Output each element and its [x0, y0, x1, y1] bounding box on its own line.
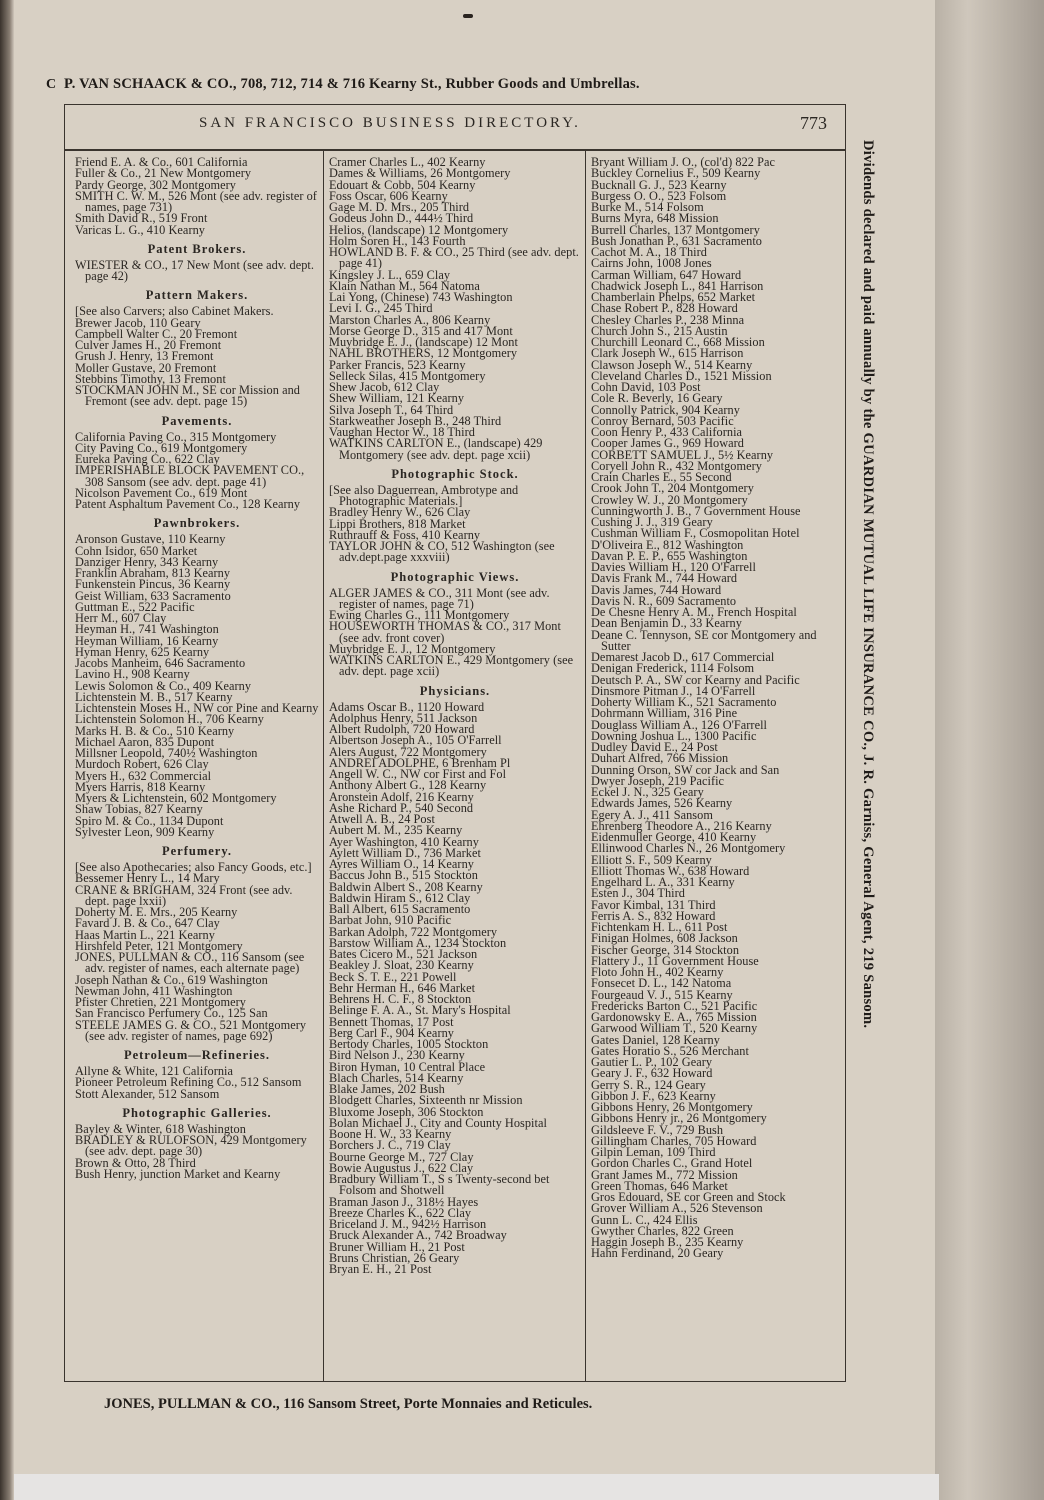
top-advertisement-letter: C	[46, 77, 57, 92]
bottom-advertisement: JONES, PULLMAN & CO., 116 Sansom Street, Porte Monnaies and Reticules.	[104, 1396, 593, 1412]
directory-entry: Cushing J. J., 319 Geary	[591, 515, 713, 529]
directory-entry: Buckley Cornelius F., 509 Kearny	[591, 166, 761, 181]
directory-entry: California Paving Co., 315 Montgomery	[75, 429, 277, 444]
directory-entry: Gwyther Charles, 822 Green	[591, 1223, 734, 1238]
directory-entry: Ruthrauff & Foss, 410 Kearny	[329, 527, 481, 542]
directory-entry: Foss Oscar, 606 Kearny	[329, 188, 448, 203]
directory-entry: Barbat John, 910 Pacific	[329, 913, 452, 928]
page-bottom-margin	[14, 1474, 939, 1500]
directory-entry: Bolan Michael J., City and County Hospital	[329, 1115, 547, 1130]
directory-entry: Bryant William J. O., (col'd) 822 Pac	[591, 157, 776, 169]
directory-entry: Heyman William, 16 Kearny	[75, 633, 219, 648]
directory-entry: Brown & Otto, 28 Third	[75, 1155, 196, 1170]
directory-entry: Favor Kimbal, 131 Third	[591, 897, 716, 912]
directory-entry: D'Oliveira E., 812 Washington	[591, 537, 744, 552]
directory-entry: Starkweather Joseph B., 248 Third	[329, 413, 502, 428]
directory-entry: Belinge F. A. A., St. Mary's Hospital	[329, 1003, 511, 1018]
directory-entry: Pfister Chretien, 221 Montgomery	[75, 995, 246, 1009]
directory-entry: Gates Daniel, 128 Kearny	[591, 1032, 720, 1047]
directory-entry: Fichtenkam H. L., 611 Post	[591, 920, 728, 934]
directory-entry: Elliott S. F., 509 Kearny	[591, 852, 712, 867]
directory-entry: Lippi Brothers, 818 Market	[329, 516, 466, 531]
directory-entry: Fredericks Barton C., 521 Pacific	[591, 998, 758, 1013]
directory-entry: Bruner William H., 21 Post	[329, 1239, 465, 1254]
directory-entry: Spiro M. & Co., 1134 Dupont	[75, 813, 224, 828]
directory-entry: WIESTER & CO., 17 New Mont (see adv. dept. page 42)	[75, 257, 315, 283]
directory-entry: Joseph Nathan & Co., 619 Washington	[75, 972, 268, 987]
directory-entry: Blake James, 202 Bush	[329, 1082, 445, 1096]
directory-entry: Borchers J. C., 719 Clay	[329, 1138, 451, 1153]
directory-entry: BRADLEY & RULOFSON, 429 Montgomery (see adv. dept. page 30)	[75, 1133, 307, 1159]
directory-entry: Elliott Thomas W., 638 Howard	[591, 863, 750, 878]
directory-entry: Davan P. E. P., 655 Washington	[591, 548, 748, 563]
directory-entry: Burke M., 514 Folsom	[591, 200, 704, 214]
directory-entry: JONES, PULLMAN & CO., 116 Sansom (see adv. register of names, each alternate page)	[75, 950, 305, 976]
directory-entry: Breeze Charles K., 622 Clay	[329, 1205, 472, 1220]
directory-entry: Newman John, 411 Washington	[75, 983, 233, 998]
side-advertisement	[853, 140, 881, 1320]
directory-entry: Cohn David, 103 Post	[591, 380, 701, 394]
directory-entry: Allyne & White, 121 California	[75, 1064, 234, 1078]
directory-entry: Gros Edouard, SE cor Green and Stock	[591, 1190, 786, 1204]
directory-entry: Dames & Williams, 26 Montgomery	[329, 166, 511, 181]
directory-entry: STOCKMAN JOHN M., SE cor Mission and Fremont (see adv. dept. page 15)	[75, 383, 300, 409]
directory-entry: Klain Nathan M., 564 Natoma	[329, 278, 480, 293]
directory-entry: Ferris A. S., 832 Howard	[591, 908, 716, 923]
category-note: [See also Apothecaries; also Fancy Goods, etc.]	[75, 860, 312, 874]
directory-entry: Bucknall G. J., 523 Kearny	[591, 177, 727, 192]
directory-entry: Davis N. R., 609 Sacramento	[591, 593, 737, 608]
directory-entry: Cachot M. A., 18 Third	[591, 245, 707, 259]
page-number: 773	[800, 113, 827, 133]
directory-entry: Michael Aaron, 835 Dupont	[75, 734, 215, 749]
directory-entry: Gillingham Charles, 705 Howard	[591, 1133, 757, 1148]
directory-title: SAN FRANCISCO BUSINESS DIRECTORY.	[199, 115, 581, 131]
directory-entry: Lewis Solomon & Co., 409 Kearny	[75, 678, 252, 693]
category-note: [See also Carvers; also Cabinet Makers.	[75, 304, 274, 319]
directory-entry: Patent Asphaltum Pavement Co., 128 Kearny	[75, 497, 301, 511]
directory-column-2	[329, 157, 581, 1381]
directory-entry: Dudley David E., 24 Post	[591, 740, 718, 754]
directory-entry: Gates Horatio S., 526 Merchant	[591, 1043, 749, 1058]
directory-entry: Stebbins Timothy, 13 Fremont	[75, 371, 226, 386]
category-heading: Photographic Galleries.	[122, 1105, 272, 1120]
directory-entry: NAHL BROTHERS, 12 Montgomery	[329, 346, 518, 361]
directory-entry: Nicolson Pavement Co., 619 Mont	[75, 485, 248, 500]
directory-entry: Aronstein Adolf, 216 Kearny	[329, 789, 474, 804]
directory-entry: Murdoch Robert, 626 Clay	[75, 757, 209, 772]
directory-entry: Denigan Frederick, 1114 Folsom	[591, 661, 755, 676]
directory-entry: Bruns Christian, 26 Geary	[329, 1250, 460, 1265]
directory-entry: Herr M., 607 Clay	[75, 611, 167, 625]
directory-entry: Marks H. B. & Co., 510 Kearny	[75, 723, 235, 738]
directory-entry: Barkan Adolph, 722 Montgomery	[329, 924, 498, 939]
directory-entry: Franklin Abraham, 813 Kearny	[75, 566, 231, 580]
directory-entry: Floto John H., 402 Kearny	[591, 965, 724, 979]
directory-entry: Aronson Gustave, 110 Kearny	[75, 532, 226, 547]
directory-entry: Hirshfeld Peter, 121 Montgomery	[75, 938, 243, 953]
directory-entry: Blodgett Charles, Sixteenth nr Mission	[329, 1093, 523, 1108]
category-heading: Photographic Stock.	[391, 466, 519, 481]
directory-entry: Albertson Joseph A., 105 O'Farrell	[329, 733, 502, 748]
directory-entry: Campbell Walter C., 20 Fremont	[75, 326, 238, 341]
directory-entry: Eureka Paving Co., 622 Clay	[75, 452, 220, 466]
directory-entry: Gage M. D. Mrs., 205 Third	[329, 200, 470, 214]
directory-entry: Bradley Henry W., 626 Clay	[329, 505, 471, 520]
directory-entry: Fischer George, 314 Stockton	[591, 942, 740, 957]
directory-entry: Bush Henry, junction Market and Kearny	[75, 1166, 281, 1181]
directory-entry: STEELE JAMES G. & CO., 521 Montgomery (see adv. register of names, page 692)	[75, 1017, 307, 1043]
column-divider	[323, 149, 324, 1381]
directory-entry: Berg Carl F., 904 Kearny	[329, 1025, 454, 1040]
directory-entry: Hyman Henry, 625 Kearny	[75, 644, 210, 659]
directory-entry: Coryell John R., 432 Montgomery	[591, 458, 762, 473]
binding-hole	[463, 14, 473, 18]
directory-entry: Albert Rudolph, 720 Howard	[329, 722, 475, 736]
directory-entry: Crowley W. J., 20 Montgomery	[591, 492, 748, 507]
directory-entry: Baccus John B., 515 Stockton	[329, 868, 478, 883]
directory-entry: Dwyer Joseph, 219 Pacific	[591, 773, 725, 788]
directory-entry: ANDREI ADOLPHE, 6 Brenham Pl	[329, 755, 511, 770]
directory-entry: Bertody Charles, 1005 Stockton	[329, 1037, 489, 1051]
directory-entry: Vaughan Hector W., 18 Third	[329, 425, 475, 439]
directory-entry: Cooper James G., 969 Howard	[591, 436, 744, 451]
directory-entry: Lichtenstein Moses H., NW cor Pine and Kearny	[75, 701, 319, 715]
directory-entry: Briceland J. M., 942½ Harrison	[329, 1217, 487, 1231]
directory-entry: Behr Herman H., 646 Market	[329, 980, 476, 995]
directory-entry: Burgess O. O., 523 Folsom	[591, 188, 727, 203]
book-spine-edge	[0, 0, 14, 1500]
side-advertisement-text: Dividends declared and paid annually by the GUARDIAN MUTUAL LIFE INSURANCE CO., J. R. Garniss, General Agent, 219 Sansom.	[860, 140, 876, 1029]
directory-entry: Dunning Orson, SW cor Jack and San	[591, 762, 780, 777]
directory-entry: Kingsley J. L., 659 Clay	[329, 267, 451, 282]
directory-entry: Ellinwood Charles N., 26 Montgomery	[591, 841, 786, 856]
directory-entry: Deane C. Tennyson, SE cor Montgomery and Sutter	[591, 627, 817, 653]
directory-entry: Favard J. B. & Co., 647 Clay	[75, 916, 220, 931]
directory-entry: Conroy Bernard, 503 Pacific	[591, 413, 734, 428]
directory-entry: Chase Robert P., 828 Howard	[591, 301, 738, 316]
directory-entry: Biron Hyman, 10 Central Place	[329, 1059, 486, 1074]
directory-entry: Bayley & Winter, 618 Washington	[75, 1121, 246, 1136]
directory-entry: Selleck Silas, 415 Montgomery	[329, 368, 486, 383]
directory-entry: Flattery J., 11 Government House	[591, 953, 759, 968]
directory-entry: Douglass William A., 126 O'Farrell	[591, 717, 768, 732]
directory-entry: Bird Nelson J., 230 Kearny	[329, 1048, 465, 1063]
directory-entry: Aylett William D., 736 Market	[329, 845, 481, 860]
directory-entry: Eidenmuller George, 410 Kearny	[591, 830, 757, 844]
directory-entry: Gautier L. P., 102 Geary	[591, 1055, 713, 1069]
directory-entry: Behrens H. C. F., 8 Stockton	[329, 992, 472, 1006]
directory-entry: Doherty William K., 521 Sacramento	[591, 695, 777, 709]
directory-entry: ALGER JAMES & CO., 311 Mont (see adv. register of names, page 71)	[329, 585, 550, 611]
directory-entry: Connolly Patrick, 904 Kearny	[591, 402, 740, 417]
directory-entry: Barstow William A., 1234 Stockton	[329, 935, 507, 950]
directory-entry: Ashe Richard P., 540 Second	[329, 800, 474, 815]
directory-entry: Funkenstein Pincus, 36 Kearny	[75, 577, 231, 592]
category-heading: Pattern Makers.	[145, 288, 249, 303]
directory-entry: HOUSEWORTH THOMAS & CO., 317 Mont (see adv. front cover)	[329, 619, 561, 645]
directory-entry: Lichtenstein Solomon H., 706 Kearny	[75, 712, 264, 727]
directory-entry: Silva Joseph T., 64 Third	[329, 402, 454, 417]
directory-column-3	[591, 157, 839, 1381]
directory-entry: Myers & Lichtenstein, 602 Montgomery	[75, 791, 277, 805]
directory-entry: Ewing Charles G., 111 Montgomery	[329, 608, 510, 622]
directory-entry: Friend E. A. & Co., 601 California	[75, 157, 248, 169]
directory-entry: Clawson Joseph W., 514 Kearny	[591, 357, 753, 372]
directory-entry: Egery A. J., 411 Sansom	[591, 807, 713, 822]
directory-entry: Garwood William T., 520 Kearny	[591, 1021, 758, 1036]
column-divider	[585, 149, 586, 1381]
directory-entry: Helios, (landscape) 12 Montgomery	[329, 222, 509, 237]
directory-entry: Fonsecet D. L., 142 Natoma	[591, 976, 732, 991]
directory-entry: Hahn Ferdinand, 20 Geary	[591, 1246, 724, 1261]
directory-entry: Boone H. W., 33 Kearny	[329, 1127, 452, 1141]
directory-entry: HOWLAND B. F. & CO., 25 Third (see adv. dept. page 41)	[329, 245, 579, 271]
directory-entry: Millsner Leopold, 740½ Washington	[75, 746, 258, 760]
directory-entry: Eckel J. N., 325 Geary	[591, 785, 704, 799]
top-advertisement-text: P. VAN SCHAACK & CO., 708, 712, 714 & 716 Kearny St., Rubber Goods and Umbrellas.	[63, 76, 640, 92]
directory-entry: Alers August, 722 Montgomery	[329, 744, 487, 759]
directory-entry: Stott Alexander, 512 Sansom	[75, 1086, 220, 1101]
directory-entry: Engelhard L. A., 331 Kearny	[591, 875, 735, 889]
directory-entry: Bennett Thomas, 17 Post	[329, 1014, 454, 1029]
directory-entry: Lavino H., 908 Kearny	[75, 667, 190, 682]
directory-entry: Baldwin Albert S., 208 Kearny	[329, 879, 483, 894]
directory-entry: Heyman H., 741 Washington	[75, 622, 219, 637]
directory-entry: Finigan Holmes, 608 Jackson	[591, 931, 738, 946]
directory-entry: Cairns John, 1008 Jones	[591, 256, 712, 271]
directory-entry: WATKINS CARLTON E., (landscape) 429 Montgomery (see adv. dept. page xcii)	[329, 436, 543, 462]
directory-entry: Bates Cicero M., 521 Jackson	[329, 947, 478, 961]
directory-entry: Geary J. F., 632 Howard	[591, 1066, 713, 1081]
directory-entry: CRANE & BRIGHAM, 324 Front (see adv. dept. page lxxii)	[75, 882, 293, 908]
directory-entry: Smith David R., 519 Front	[75, 211, 208, 226]
directory-entry: Chamberlain Phelps, 652 Market	[591, 290, 756, 304]
directory-entry: Cramer Charles L., 402 Kearny	[329, 157, 486, 169]
directory-entry: Shaw Tobias, 827 Kearny	[75, 802, 203, 817]
directory-entry: Myers H., 632 Commercial	[75, 768, 212, 783]
directory-entry: Ayres William O., 14 Kearny	[329, 857, 474, 871]
directory-entry: Brewer Jacob, 110 Geary	[75, 315, 201, 330]
category-heading: Perfumery.	[161, 844, 233, 858]
directory-entry: Adams Oscar B., 1120 Howard	[329, 699, 485, 714]
directory-entry: Morse George D., 315 and 417 Mont	[329, 323, 513, 338]
directory-entry: Cushman William F., Cosmopolitan Hotel	[591, 526, 800, 541]
top-advertisement	[46, 76, 876, 93]
directory-entry: Angell W. C., NW cor First and Fol	[329, 767, 507, 781]
directory-entry: Bourne George M., 727 Clay	[329, 1149, 474, 1164]
directory-entry: Deutsch P. A., SW cor Kearny and Pacific	[591, 672, 800, 687]
directory-entry: Parker Francis, 523 Kearny	[329, 357, 466, 372]
directory-entry: Geist William, 633 Sacramento	[75, 588, 231, 603]
directory-entry: Blach Charles, 514 Kearny	[329, 1070, 464, 1085]
directory-entry: Adolphus Henry, 511 Jackson	[329, 710, 478, 725]
directory-entry: WATKINS CARLTON E., 429 Montgomery (see adv. dept. page xcii)	[329, 653, 574, 679]
directory-entry: Gerry S. R., 124 Geary	[591, 1077, 706, 1092]
directory-entry: Davis Frank M., 744 Howard	[591, 571, 738, 586]
directory-frame	[64, 104, 846, 1382]
directory-entry: Cole R. Beverly, 16 Geary	[591, 391, 723, 406]
directory-entry: Church John S., 215 Austin	[591, 323, 728, 338]
directory-entry: Sylvester Leon, 909 Kearny	[75, 824, 215, 839]
directory-entry: Beakley J. Sloat, 230 Kearny	[329, 958, 474, 973]
category-heading: Photographic Views.	[390, 569, 520, 584]
directory-entry: Duhart Alfred, 766 Mission	[591, 751, 729, 766]
directory-entry: Burrell Charles, 137 Montgomery	[591, 222, 760, 237]
directory-entry: Haggin Joseph B., 235 Kearny	[591, 1235, 744, 1249]
category-heading: Patent Brokers.	[147, 241, 247, 256]
directory-entry: Gilpin Leman, 109 Third	[591, 1145, 716, 1159]
directory-entry: Ayer Washington, 410 Kearny	[329, 834, 479, 849]
directory-column-1	[75, 157, 319, 1381]
directory-entry: Culver James H., 20 Fremont	[75, 338, 222, 352]
directory-entry: Demarest Jacob D., 617 Commercial	[591, 650, 775, 664]
directory-entry: Bruck Alexander A., 742 Broadway	[329, 1228, 507, 1243]
directory-entry: Burns Myra, 648 Mission	[591, 211, 719, 226]
category-heading: Pawnbrokers.	[153, 516, 241, 531]
directory-entry: Cohn Isidor, 650 Market	[75, 543, 198, 558]
directory-entry: De Chesne Henry A. M., French Hospital	[591, 605, 797, 619]
directory-entry: Crook John T., 204 Montgomery	[591, 481, 754, 496]
directory-entry: Downing Joshua L., 1300 Pacific	[591, 728, 757, 743]
directory-entry: Crain Charles E., 55 Second	[591, 470, 732, 484]
directory-entry: Doherty M. E. Mrs., 205 Kearny	[75, 905, 238, 919]
directory-entry: Pioneer Petroleum Refining Co., 512 Sansom	[75, 1075, 302, 1090]
category-heading: Physicians.	[419, 683, 491, 698]
directory-entry: Gibbons Henry jr., 26 Montgomery	[591, 1111, 767, 1126]
directory-entry: Chesley Charles P., 238 Minna	[591, 312, 745, 327]
directory-entry: San Francisco Perfumery Co., 125 San	[75, 1006, 268, 1021]
directory-entry: Lichtenstein M. B., 517 Kearny	[75, 689, 233, 704]
page-block-edge	[935, 0, 1044, 1500]
directory-entry: Gunn L. C., 424 Ellis	[591, 1212, 698, 1227]
directory-entry: Green Thomas, 646 Market	[591, 1178, 728, 1193]
directory-entry: Shew Jacob, 612 Clay	[329, 380, 440, 394]
directory-entry: Dinsmore Pitman J., 14 O'Farrell	[591, 683, 756, 698]
directory-entry: Chadwick Joseph L., 841 Harrison	[591, 278, 764, 293]
directory-entry: Ball Albert, 615 Sacramento	[329, 902, 471, 916]
directory-entry: Gibbons Henry, 26 Montgomery	[591, 1100, 753, 1114]
directory-entry: SMITH C. W. M., 526 Mont (see adv. register of names, page 731)	[75, 188, 317, 214]
directory-entry: Bessemer Henry L., 14 Mary	[75, 871, 220, 886]
directory-entry: Muybridge E. J., 12 Montgomery	[329, 641, 496, 656]
directory-entry: Shew William, 121 Kearny	[329, 391, 465, 406]
directory-entry: Aubert M. M., 235 Kearny	[329, 823, 463, 838]
directory-entry: Braman Jason J., 318½ Hayes	[329, 1194, 479, 1209]
directory-entry: Churchill Leonard C., 668 Mission	[591, 335, 765, 349]
directory-entry: Grant James M., 772 Mission	[591, 1167, 738, 1182]
directory-entry: Beck S. T. E., 221 Powell	[329, 969, 457, 984]
directory-entry: Gildsleeve F. V., 729 Bush	[591, 1122, 724, 1137]
directory-entry: Gordon Charles C., Grand Hotel	[591, 1156, 753, 1171]
directory-entry: Ehrenberg Theodore A., 216 Kearny	[591, 818, 772, 833]
directory-entry: Davis James, 744 Howard	[591, 582, 722, 597]
directory-entry: Danziger Henry, 343 Kearny	[75, 554, 219, 569]
directory-entry: TAYLOR JOHN & CO, 512 Washington (see adv.dept.page xxxviii)	[329, 539, 555, 565]
directory-entry: Esten J., 304 Third	[591, 886, 685, 901]
directory-entry: Davies William H., 120 O'Farrell	[591, 560, 756, 574]
page-header	[65, 105, 845, 151]
directory-entry: Coon Henry P., 433 California	[591, 425, 743, 439]
directory-entry: Moller Gustave, 20 Fremont	[75, 360, 217, 375]
category-note: [See also Daguerrean, Ambrotype and Photographic Materials.]	[329, 482, 519, 508]
directory-entry: Pardy George, 302 Montgomery	[75, 177, 237, 192]
directory-entry: Edouart & Cobb, 504 Kearny	[329, 177, 476, 192]
directory-entry: Bowie Augustus J., 622 Clay	[329, 1160, 474, 1175]
directory-entry: City Paving Co., 619 Montgomery	[75, 440, 248, 455]
directory-entry: Varicas L. G., 410 Kearny	[75, 222, 205, 237]
directory-entry: Dohrmann William, 316 Pine	[591, 706, 738, 721]
directory-entry: Grover William A., 526 Stevenson	[591, 1201, 763, 1216]
directory-entry: Jacobs Manheim, 646 Sacramento	[75, 656, 246, 670]
directory-entry: Holm Soren H., 143 Fourth	[329, 233, 466, 248]
directory-entry: Marston Charles A., 806 Kearny	[329, 312, 491, 327]
directory-entry: Guttman E., 522 Pacific	[75, 599, 195, 614]
directory-entry: Grush J. Henry, 13 Fremont	[75, 349, 214, 364]
directory-entry: Clark Joseph W., 615 Harrison	[591, 346, 744, 361]
directory-entry: Baldwin Hiram S., 612 Clay	[329, 890, 471, 905]
directory-entry: Edwards James, 526 Kearny	[591, 796, 733, 811]
directory-entry: Gibbon J. F., 623 Kearny	[591, 1088, 716, 1103]
directory-entry: Fourgeaud V. J., 515 Kearny	[591, 987, 733, 1002]
directory-entry: Fuller & Co., 21 New Montgomery	[75, 166, 252, 181]
directory-entry: Carman William, 647 Howard	[591, 267, 742, 282]
directory-entry: Anthony Albert G., 128 Kearny	[329, 778, 487, 793]
category-heading: Pavements.	[161, 413, 233, 428]
directory-entry: CORBETT SAMUEL J., 5½ Kearny	[591, 447, 774, 462]
directory-entry: Lai Yong, (Chinese) 743 Washington	[329, 290, 513, 304]
directory-entry: Gardonowsky E. A., 765 Mission	[591, 1010, 757, 1024]
directory-entry: Bryan E. H., 21 Post	[329, 1262, 432, 1276]
directory-entry: Cunningworth J. B., 7 Government House	[591, 503, 801, 518]
directory-entry: Dean Benjamin D., 33 Kearny	[591, 616, 742, 631]
directory-entry: Bradbury William T., S s Twenty-second bet Folsom and Shotwell	[329, 1172, 550, 1198]
directory-entry: Levi I. G., 245 Third	[329, 301, 433, 316]
directory-entry: Bluxome Joseph, 306 Stockton	[329, 1104, 484, 1119]
directory-entry: IMPERISHABLE BLOCK PAVEMENT CO., 308 Sansom (see adv. dept. page 41)	[75, 463, 305, 489]
category-heading: Petroleum—Refineries.	[123, 1048, 271, 1062]
directory-entry: Haas Martin L., 221 Kearny	[75, 927, 215, 942]
directory-entry: Muybridge E. J., (landscape) 12 Mont	[329, 335, 518, 349]
directory-entry: Godeus John D., 444½ Third	[329, 211, 474, 226]
directory-entry: Myers Harris, 818 Kearny	[75, 779, 206, 794]
directory-entry: Bush Jonathan P., 631 Sacramento	[591, 233, 763, 248]
directory-entry: Atwell A. B., 24 Post	[329, 812, 435, 826]
directory-entry: Cleveland Charles D., 1521 Mission	[591, 368, 772, 383]
